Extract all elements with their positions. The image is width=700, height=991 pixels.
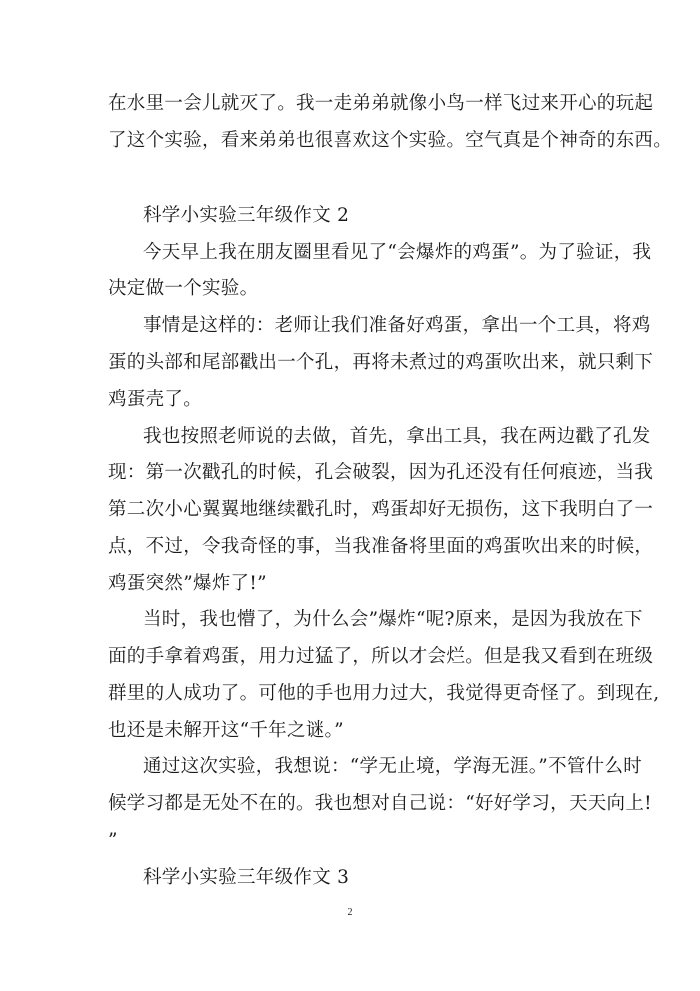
text-line: 群里的人成功了。可他的手也用力过大，我觉得更奇怪了。到现在, [108,683,660,704]
section-heading: 科学小实验三年级作文 3 [143,867,350,888]
text-line: 决定做一个实验。 [108,278,259,299]
section-heading: 科学小实验三年级作文 2 [143,205,350,226]
text-line: 通过这次实验，我想说：“学无止境，学海无涯。”不管什么时 [143,756,643,777]
text-line: 了这个实验，看来弟弟也很喜欢这个实验。空气真是个神奇的东西。 [108,130,673,151]
text-line: 鸡蛋突然”爆炸了!” [108,573,267,594]
text-line: 我也按照老师说的去做，首先，拿出工具，我在两边戳了孔发 [143,426,651,447]
text-line: 点，不过，令我奇怪的事，当我准备将里面的鸡蛋吹出来的时候， [108,536,654,557]
text-line: 第二次小心翼翼地继续戳孔时，鸡蛋却好无损伤，这下我明白了一 [108,499,654,520]
text-line: ” [108,830,118,851]
text-line: 当时，我也懵了，为什么会”爆炸“呢?原来，是因为我放在下 [143,609,643,630]
text-line: 事情是这样的：老师让我们准备好鸡蛋，拿出一个工具，将鸡 [143,315,651,336]
text-line: 鸡蛋壳了。 [108,389,203,410]
text-line: 在水里一会儿就灭了。我一走弟弟就像小鸟一样飞过来开心的玩起 [108,93,654,114]
text-line: 蛋的头部和尾部戳出一个孔，再将未煮过的鸡蛋吹出来，就只剩下 [108,352,654,373]
text-line: 候学习都是无处不在的。我也想对自己说：“好好学习，天天向上! [108,793,652,814]
text-line: 现：第一次戳孔的时候，孔会破裂，因为孔还没有任何痕迹，当我 [108,462,654,483]
text-line: 面的手拿着鸡蛋，用力过猛了，所以才会烂。但是我又看到在班级 [108,646,654,667]
text-line: 今天早上我在朋友圈里看见了“会爆炸的鸡蛋”。为了验证，我 [143,242,652,263]
page-number: 2 [347,907,353,918]
text-line: 也还是未解开这“千年之谜。” [108,720,344,741]
